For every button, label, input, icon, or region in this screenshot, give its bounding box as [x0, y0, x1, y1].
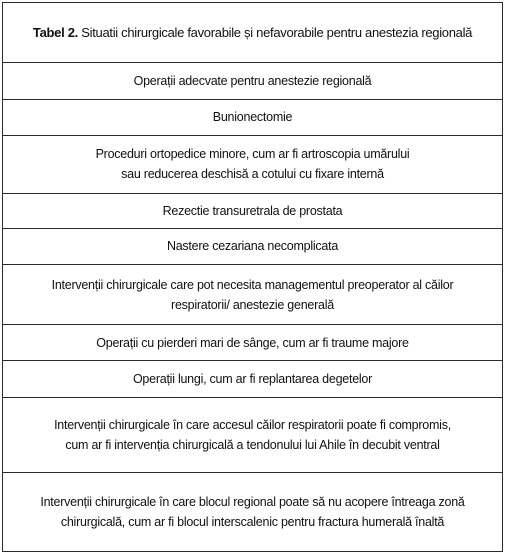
cell-line: Proceduri ortopedice minore, cum ar fi artroscopia umărului [95, 147, 410, 162]
cell-line: Operații lungi, cum ar fi replantarea degetelor [132, 372, 373, 386]
cell-line: Bunionectomie [212, 110, 293, 125]
table-row [3, 473, 503, 552]
table-row [3, 63, 503, 100]
table-cell [3, 265, 503, 325]
table-row [3, 265, 503, 325]
table-row [3, 135, 503, 193]
table-cell [3, 397, 503, 473]
table-row [3, 100, 503, 135]
cell-line: cum ar fi intervenția chirurgicală a tendonului lui Ahile în decubit ventral [65, 437, 440, 452]
table-cell [3, 473, 503, 552]
cell-line: Intervenții chirurgicale în care blocul regional poate să nu acopere întreaga zonă [40, 495, 465, 510]
table-row [3, 193, 503, 228]
table-cell [3, 193, 503, 228]
table-cell [3, 100, 503, 135]
table-row [3, 361, 503, 397]
table-row [3, 228, 503, 264]
cell-line: Operații adecvate pentru anestezie regională [133, 74, 372, 89]
table-caption [3, 3, 503, 63]
cell-line: Intervenții chirurgicale care pot necesita managementul preoperator al căilor [51, 277, 454, 292]
caption-label: Tabel 2. [32, 24, 78, 40]
cell-line: Operații cu pierderi mari de sânge, cum ar fi traume majore [96, 335, 409, 350]
cell-line: Rezectie transuretrala de prostata [162, 203, 343, 218]
cell-line: respiratorii/ anestezie generală [171, 297, 334, 312]
table-cell [3, 228, 503, 264]
caption-text: Situatii chirurgicale favorabile și nefavorabile pentru anestezia regională [81, 24, 473, 40]
caption-row [3, 3, 503, 63]
table-cell [3, 361, 503, 397]
table-row [3, 397, 503, 473]
table-cell [3, 63, 503, 100]
cell-line: sau reducerea deschisă a cotului cu fixare internă [121, 167, 384, 182]
cell-line: Nastere cezariana necomplicata [166, 239, 339, 254]
table-row [3, 325, 503, 361]
table-cell [3, 325, 503, 361]
surgical-situations-table [2, 2, 503, 552]
cell-line: chirurgicală, cum ar fi blocul interscalenic pentru fractura humerală înaltă [60, 515, 445, 530]
table-cell [3, 135, 503, 193]
cell-line: Intervenții chirurgicale în care accesul căilor respiratorii poate fi compromis, [54, 417, 451, 432]
